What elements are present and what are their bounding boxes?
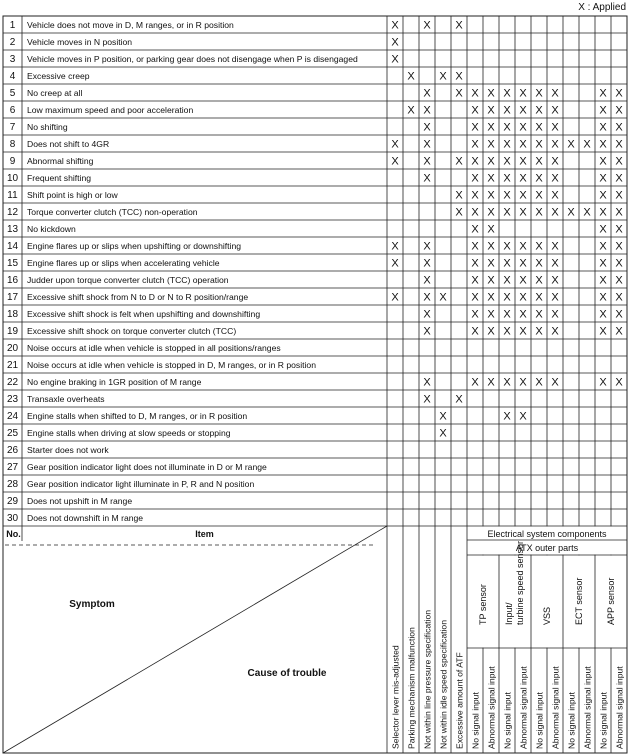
applied-mark: X [455,206,463,219]
applied-mark: X [487,104,495,117]
applied-mark: X [439,410,447,423]
row-number: 8 [9,139,16,150]
row-number: 30 [6,513,19,524]
applied-mark: X [551,240,559,253]
column-label: No signal input [502,692,513,749]
row-item: Frequent shifting [27,173,92,183]
applied-mark: X [615,376,623,389]
applied-mark: X [535,308,543,321]
applied-mark: X [423,172,431,185]
applied-mark: X [599,376,607,389]
applied-mark: X [615,291,623,304]
applied-mark: X [551,172,559,185]
applied-mark: X [551,325,559,338]
row-item: Abnormal shifting [27,156,94,166]
header-item: Item [195,529,214,539]
column-label: No signal input [566,692,577,749]
applied-mark: X [503,121,511,134]
applied-mark: X [551,291,559,304]
applied-mark: X [519,308,527,321]
row-number: 23 [6,394,19,405]
applied-mark: X [487,189,495,202]
applied-mark: X [615,206,623,219]
applied-mark: X [535,240,543,253]
applied-mark: X [423,274,431,287]
applied-mark: X [503,291,511,304]
row-number: 24 [6,411,19,422]
column-label: Abnormal signal input [550,666,561,749]
applied-mark: X [423,19,431,32]
applied-mark: X [391,291,399,304]
sensor-label: VSS [542,606,552,625]
column-label: Abnormal signal input [486,666,497,749]
applied-mark: X [503,274,511,287]
applied-mark: X [423,376,431,389]
row-number: 13 [6,224,19,235]
column-label: Not within line pressure specification [422,610,433,749]
header-symptom: Symptom [69,599,115,610]
row-number: 17 [6,292,19,303]
row-number: 29 [6,496,19,507]
applied-mark: X [471,240,479,253]
applied-mark: X [535,138,543,151]
applied-mark: X [487,155,495,168]
applied-mark: X [535,257,543,270]
applied-mark: X [391,240,399,253]
applied-mark: X [519,87,527,100]
row-item: Gear position indicator light illuminate in P, R and N position [27,479,255,489]
row-item: Shift point is high or low [27,190,118,200]
applied-mark: X [519,410,527,423]
applied-mark: X [423,308,431,321]
column-label: Abnormal signal input [582,666,593,749]
applied-mark: X [551,257,559,270]
applied-mark: X [599,87,607,100]
applied-mark: X [391,19,399,32]
applied-mark: X [535,274,543,287]
applied-mark: X [615,308,623,321]
applied-mark: X [535,172,543,185]
applied-mark: X [615,121,623,134]
applied-mark: X [535,87,543,100]
applied-mark: X [535,104,543,117]
applied-mark: X [487,240,495,253]
applied-mark: X [535,376,543,389]
applied-mark: X [487,223,495,236]
row-number: 12 [6,207,19,218]
applied-mark: X [487,138,495,151]
applied-mark: X [503,410,511,423]
applied-mark: X [455,19,463,32]
row-number: 19 [6,326,19,337]
applied-mark: X [599,308,607,321]
applied-mark: X [519,155,527,168]
applied-mark: X [407,70,415,83]
header-no: No. [6,529,21,539]
applied-mark: X [519,189,527,202]
sensor-label: APP sensor [606,577,616,625]
row-item: Vehicle moves in N position [27,37,133,47]
sensor-label: ECT sensor [574,577,584,625]
applied-mark: X [423,138,431,151]
applied-mark: X [423,240,431,253]
applied-mark: X [487,121,495,134]
row-number: 2 [9,37,16,48]
row-number: 15 [6,258,19,269]
applied-mark: X [455,393,463,406]
applied-mark: X [599,155,607,168]
applied-mark: X [471,138,479,151]
applied-mark: X [455,189,463,202]
row-number: 11 [7,190,18,201]
applied-mark: X [599,325,607,338]
row-number: 22 [6,377,19,388]
applied-mark: X [599,189,607,202]
row-number: 20 [6,343,19,354]
applied-mark: X [551,274,559,287]
applied-mark: X [471,291,479,304]
applied-mark: X [487,87,495,100]
row-item: Does not downshift in M range [27,513,144,523]
row-item: No shifting [27,122,68,132]
applied-mark: X [391,53,399,66]
applied-mark: X [503,240,511,253]
applied-mark: X [519,325,527,338]
applied-mark: X [423,257,431,270]
row-item: Judder upon torque converter clutch (TCC) operation [27,275,229,285]
applied-mark: X [487,206,495,219]
applied-mark: X [471,376,479,389]
applied-mark: X [615,240,623,253]
row-item: Excessive shift shock on torque converter clutch (TCC) [27,326,237,336]
applied-mark: X [615,138,623,151]
sensor-cell-bg [546,556,548,648]
applied-mark: X [503,172,511,185]
applied-mark: X [615,155,623,168]
row-item: Low maximum speed and poor acceleration [27,105,194,115]
applied-mark: X [487,325,495,338]
applied-mark: X [519,206,527,219]
row-item: Torque converter clutch (TCC) non-operation [27,207,198,217]
row-number: 3 [9,54,16,65]
column-label: No signal input [598,692,609,749]
column-label: Abnormal signal input [614,666,625,749]
applied-mark: X [423,87,431,100]
row-item: Engine stalls when shifted to D, M ranges, or in R position [27,411,248,421]
row-number: 28 [6,479,19,490]
row-number: 21 [6,360,19,371]
applied-mark: X [503,87,511,100]
applied-mark: X [471,257,479,270]
row-item: Gear position indicator light does not illuminate in D or M range [27,462,267,472]
applied-mark: X [487,172,495,185]
applied-mark: X [503,206,511,219]
row-number: 7 [9,122,16,133]
applied-mark: X [519,376,527,389]
row-item: Noise occurs at idle when vehicle is stopped in all positions/ranges [27,343,281,353]
applied-mark: X [615,172,623,185]
applied-mark: X [551,104,559,117]
applied-mark: X [455,155,463,168]
applied-mark: X [519,291,527,304]
row-item: Noise occurs at idle when vehicle is stopped in D, M ranges, or in R position [27,360,316,370]
applied-mark: X [503,104,511,117]
applied-mark: X [471,206,479,219]
applied-mark: X [567,138,575,151]
row-number: 4 [9,71,16,82]
applied-mark: X [423,121,431,134]
applied-mark: X [535,206,543,219]
row-item: No kickdown [27,224,76,234]
applied-mark: X [503,376,511,389]
row-item: Vehicle moves in P position, or parking gear does not disengage when P is disengaged [27,54,358,64]
row-item: No engine braking in 1GR position of M range [27,377,202,387]
row-item: Engine flares up or slips when upshifting or downshifting [27,241,242,251]
row-item: No creep at all [27,88,83,98]
column-label: Excessive amount of ATF [454,652,465,749]
header-cause: Cause of trouble [247,668,327,679]
sensor-label: Input/turbine speed sensor [504,540,525,625]
row-number: 5 [9,88,16,99]
applied-mark: X [599,223,607,236]
applied-mark: X [455,70,463,83]
applied-mark: X [615,223,623,236]
applied-mark: X [599,104,607,117]
applied-mark: X [503,308,511,321]
applied-mark: X [551,87,559,100]
column-label: No signal input [534,692,545,749]
applied-mark: X [599,291,607,304]
row-item: Excessive creep [27,71,90,81]
applied-mark: X [503,155,511,168]
applied-mark: X [471,121,479,134]
column-label: Parking mechanism malfunction [406,627,417,749]
applied-mark: X [615,189,623,202]
applied-mark: X [583,138,591,151]
applied-mark: X [615,274,623,287]
applied-mark: X [471,325,479,338]
header-diagonal [3,526,387,753]
applied-mark: X [503,257,511,270]
applied-mark: X [423,104,431,117]
column-label: Not within idle speed specification [438,620,449,749]
applied-mark: X [599,240,607,253]
applied-mark: X [519,274,527,287]
applied-mark: X [615,257,623,270]
header-atx: ATX outer parts [515,543,579,553]
row-number: 9 [9,156,16,167]
column-label: No signal input [470,692,481,749]
applied-mark: X [599,121,607,134]
applied-mark: X [423,393,431,406]
applied-mark: X [535,155,543,168]
row-number: 10 [6,173,19,184]
applied-mark: X [455,87,463,100]
applied-mark: X [551,189,559,202]
applied-mark: X [535,325,543,338]
row-item: Does not shift to 4GR [27,139,110,149]
applied-mark: X [615,104,623,117]
applied-mark: X [615,87,623,100]
row-item: Excessive shift shock from N to D or N to R position/range [27,292,249,302]
row-item: Transaxle overheats [27,394,105,404]
sensor-label: TP sensor [478,584,488,625]
header-electrical: Electrical system components [487,529,607,539]
applied-mark: X [391,257,399,270]
applied-mark: X [519,138,527,151]
applied-mark: X [391,155,399,168]
applied-mark: X [503,138,511,151]
row-number: 6 [9,105,16,116]
applied-mark: X [599,206,607,219]
row-item: Excessive shift shock is felt when upshifting and downshifting [27,309,261,319]
applied-mark: X [471,87,479,100]
applied-mark: X [471,155,479,168]
applied-mark: X [471,104,479,117]
applied-mark: X [471,172,479,185]
column-label: Selector lever mis-adjusted [390,645,401,749]
applied-mark: X [599,172,607,185]
applied-mark: X [519,172,527,185]
row-number: 25 [6,428,19,439]
applied-mark: X [487,274,495,287]
row-item: Engine stalls when driving at slow speeds or stopping [27,428,231,438]
applied-mark: X [391,138,399,151]
row-number: 27 [6,462,19,473]
applied-mark: X [423,155,431,168]
row-item: Engine flares up or slips when accelerating vehicle [27,258,220,268]
applied-mark: X [423,291,431,304]
applied-mark: X [471,223,479,236]
applied-mark: X [551,206,559,219]
row-number: 1 [9,20,16,31]
row-number: 14 [6,241,19,252]
applied-mark: X [519,104,527,117]
row-item: Starter does not work [27,445,109,455]
applied-mark: X [423,325,431,338]
applied-mark: X [599,274,607,287]
applied-mark: X [551,138,559,151]
applied-mark: X [471,189,479,202]
applied-mark: X [599,138,607,151]
applied-mark: X [439,291,447,304]
applied-mark: X [471,274,479,287]
applied-mark: X [487,257,495,270]
applied-mark: X [407,104,415,117]
applied-mark: X [487,291,495,304]
applied-mark: X [519,121,527,134]
applied-mark: X [439,70,447,83]
applied-mark: X [471,308,479,321]
row-number: 18 [6,309,19,320]
applied-mark: X [583,206,591,219]
applied-mark: X [519,257,527,270]
applied-mark: X [535,291,543,304]
row-item: Does not upshift in M range [27,496,133,506]
legend-applied: X : Applied [578,2,626,13]
applied-mark: X [519,240,527,253]
column-label: Abnormal signal input [518,666,529,749]
applied-mark: X [551,121,559,134]
row-number: 16 [6,275,19,286]
row-item: Vehicle does not move in D, M ranges, or in R position [27,20,234,30]
applied-mark: X [615,325,623,338]
row-number: 26 [6,445,19,456]
applied-mark: X [535,121,543,134]
applied-mark: X [439,427,447,440]
applied-mark: X [599,257,607,270]
applied-mark: X [487,308,495,321]
applied-mark: X [551,376,559,389]
applied-mark: X [535,189,543,202]
applied-mark: X [503,189,511,202]
applied-mark: X [567,206,575,219]
applied-mark: X [487,376,495,389]
applied-mark: X [551,308,559,321]
applied-mark: X [391,36,399,49]
applied-mark: X [503,325,511,338]
applied-mark: X [551,155,559,168]
